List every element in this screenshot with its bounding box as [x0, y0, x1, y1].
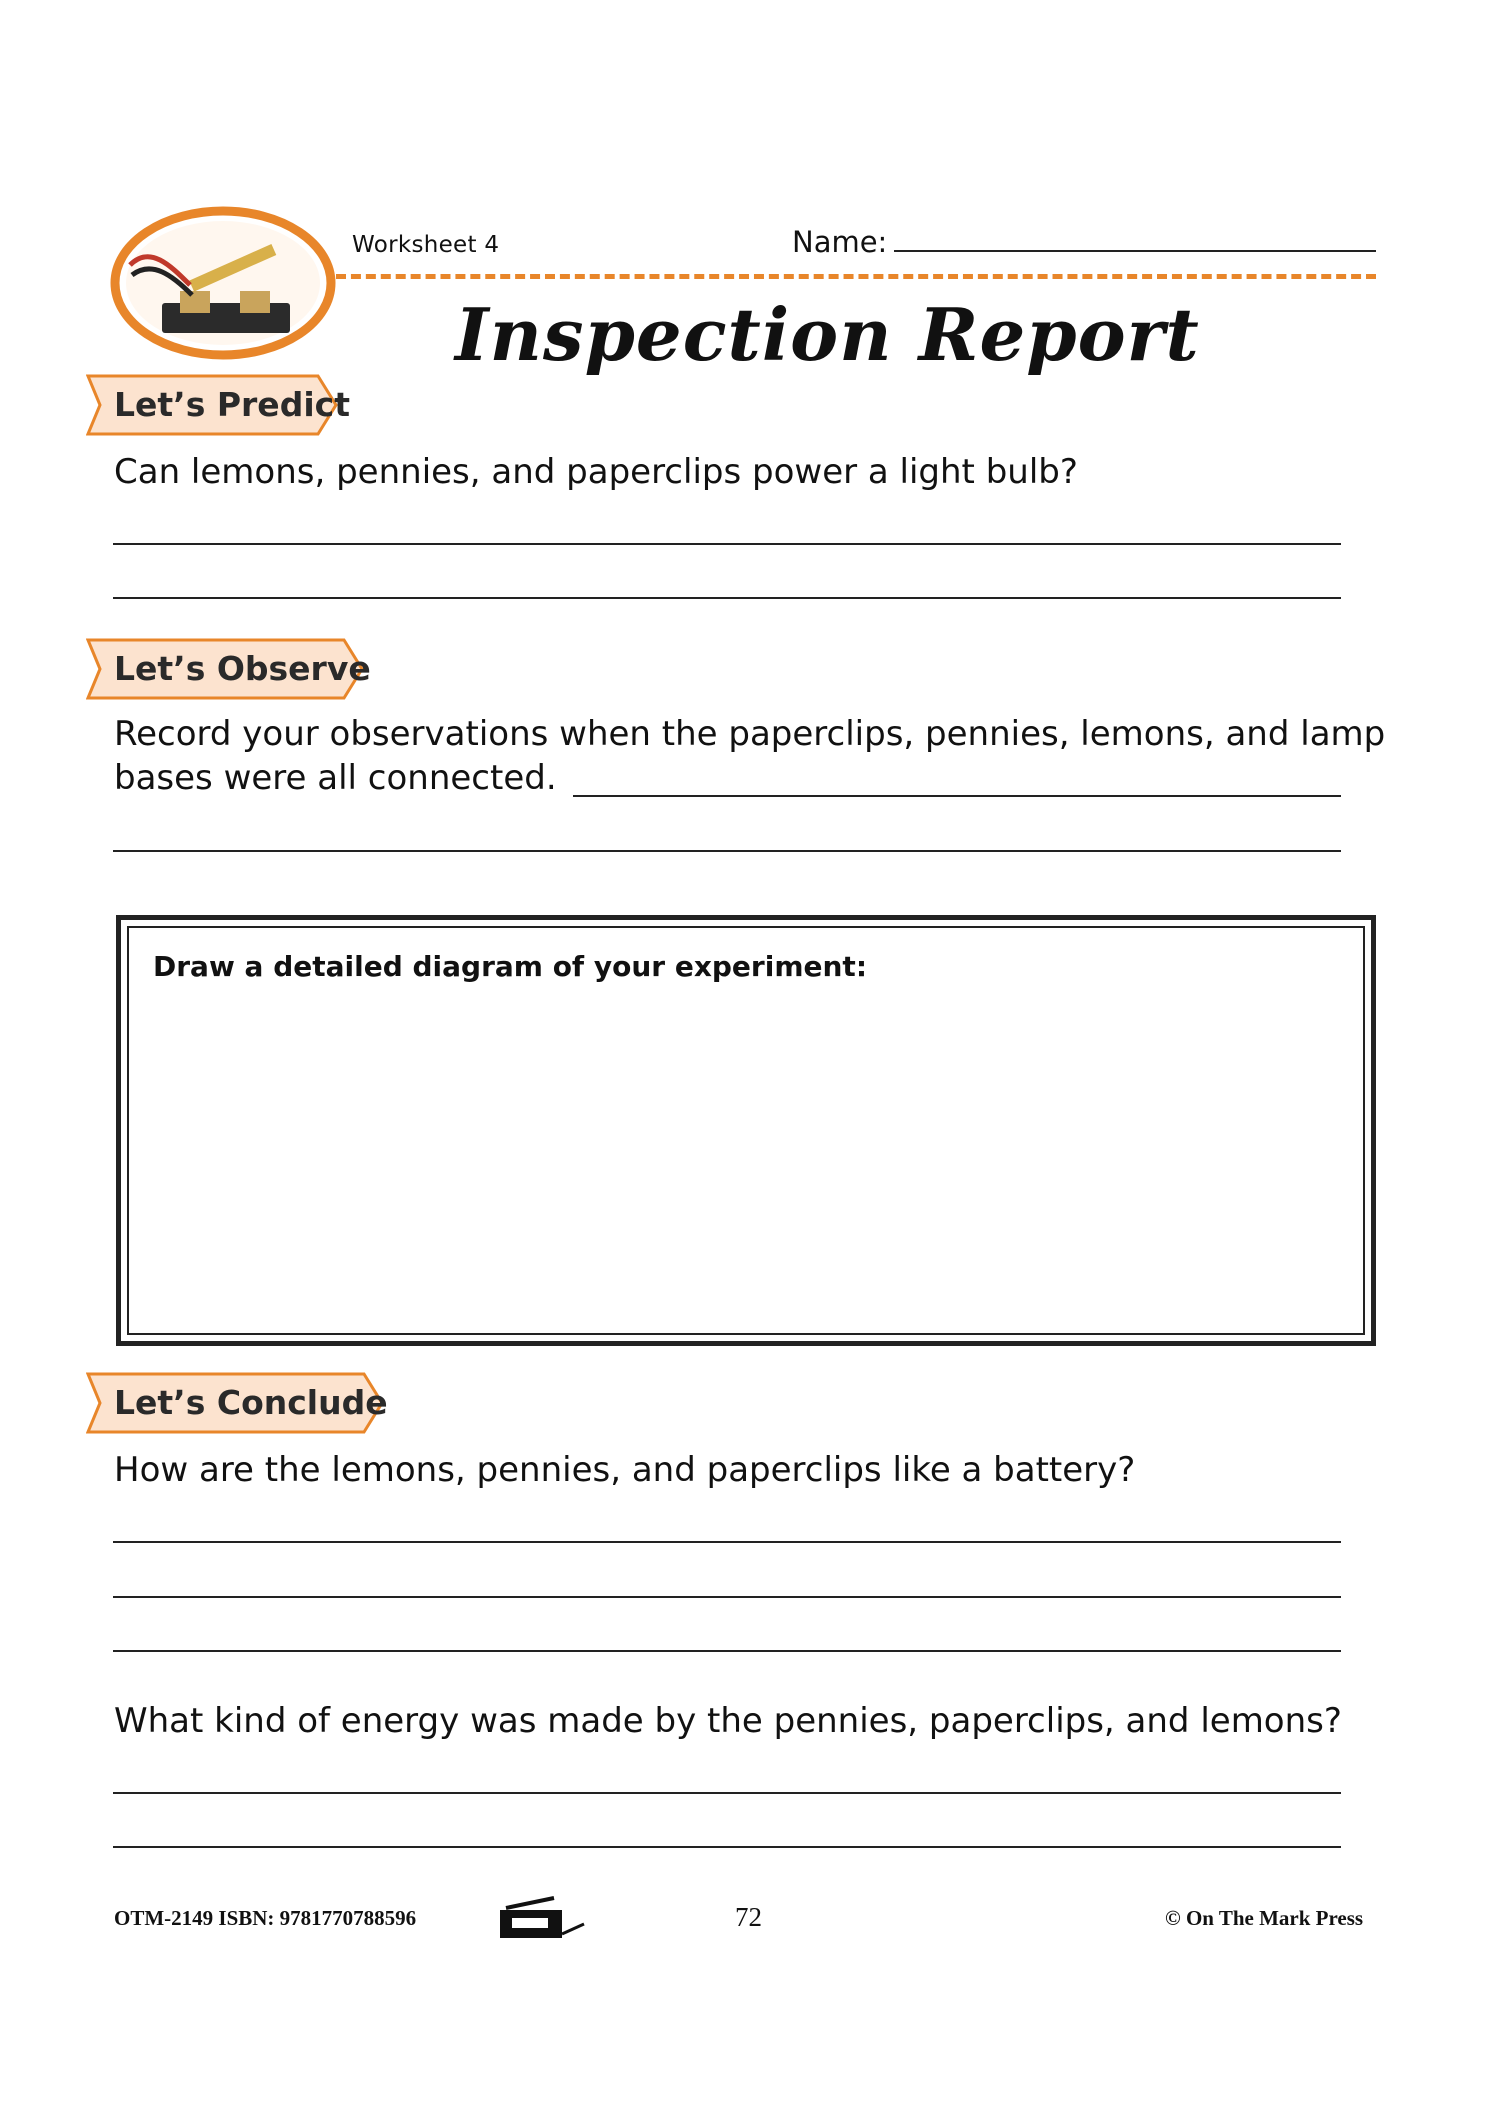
predict-question: Can lemons, pennies, and paperclips power a light bulb?: [114, 452, 1078, 492]
header-divider: [336, 274, 1376, 279]
logo-image: [110, 205, 336, 361]
section-label: Let’s Predict: [114, 385, 350, 424]
answer-line[interactable]: [113, 1596, 1341, 1598]
answer-line[interactable]: [573, 795, 1341, 797]
worksheet-number: Worksheet 4: [352, 232, 500, 258]
answer-line[interactable]: [113, 543, 1341, 545]
observe-question-line2: bases were all connected.: [114, 758, 557, 798]
section-tab-predict: [86, 374, 366, 436]
answer-line[interactable]: [113, 1846, 1341, 1848]
page-title: Inspection Report: [455, 292, 1200, 377]
section-tab-observe: [86, 638, 392, 700]
section-label: Let’s Conclude: [114, 1383, 388, 1422]
name-label: Name:: [792, 225, 888, 259]
circuit-switch-icon: [110, 205, 336, 361]
footer-copyright: © On The Mark Press: [1165, 1906, 1364, 1930]
diagram-instruction: Draw a detailed diagram of your experiment:: [153, 950, 868, 983]
answer-line[interactable]: [113, 1792, 1341, 1794]
footer-code-isbn: OTM-2149 ISBN: 9781770788596: [114, 1906, 417, 1930]
conclude-question-1: How are the lemons, pennies, and paperclips like a battery?: [114, 1450, 1136, 1490]
page-number: 72: [735, 1902, 762, 1932]
name-field-line[interactable]: [894, 250, 1376, 252]
observe-question-line1: Record your observations when the paperclips, pennies, lemons, and lamp: [114, 714, 1386, 754]
diagram-inner-border: [127, 926, 1365, 1335]
conclude-question-2: What kind of energy was made by the pennies, paperclips, and lemons?: [114, 1701, 1342, 1741]
answer-line[interactable]: [113, 1650, 1341, 1652]
section-tab-conclude: [86, 1372, 412, 1434]
answer-line[interactable]: [113, 597, 1341, 599]
switch-icon: [498, 1894, 586, 1940]
section-label: Let’s Observe: [114, 649, 371, 688]
answer-line[interactable]: [113, 850, 1341, 852]
answer-line[interactable]: [113, 1541, 1341, 1543]
diagram-box[interactable]: [116, 915, 1376, 1346]
